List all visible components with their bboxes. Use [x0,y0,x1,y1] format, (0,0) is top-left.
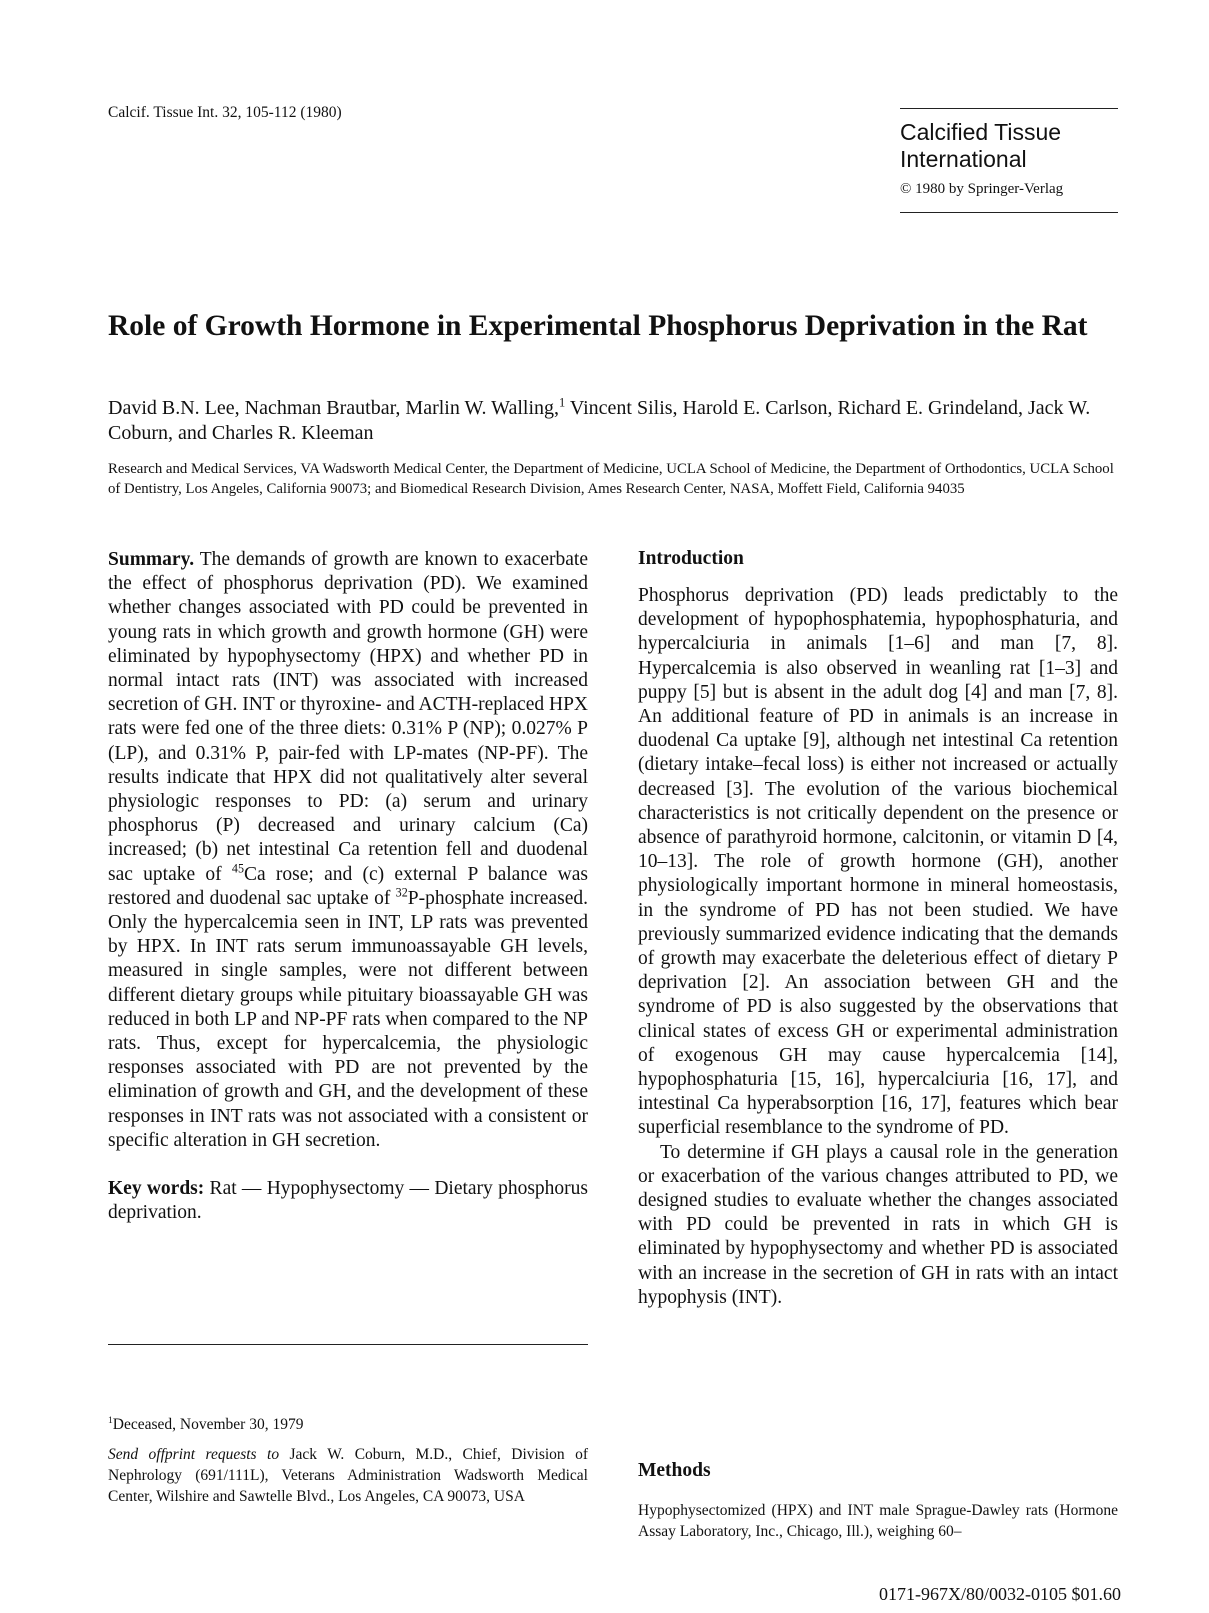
masthead-top-rule [900,108,1118,109]
copyright-notice: © 1980 by Springer-Verlag [900,181,1064,197]
summary-text-3: P-phosphate increased. Only the hypercalcemia seen in INT, LP rats was prevented by HPX. In INT rats serum immunoassayable GH levels, measured in single samples, were not different between different dietary groups while pituitary bioassayable GH was reduced in both LP and NP-PF rats when compared to the NP rats. Thus, except for hypercalcemia, the physiologic responses associated with PD are not prevented by the elimination of growth and GH, and the development of these responses in INT rats was not associated with a consistent or specific alteration in GH secretion. [108,887,589,1151]
introduction-paragraph-2: To determine if GH plays a causal role in the generation or exacerbation of the various changes attributed to PD, we designed studies to evaluate whether the changes associated with PD could be prevented in rats in which GH is eliminated by hypophysectomy and whether PD is associated with an increase in the secretion of GH in rats with an intact hypophysis (INT). [638,1141,1118,1308]
summary-paragraph [108,548,588,1153]
methods-heading: Methods [638,1460,711,1481]
summary-isotope-32: 32 [395,885,408,900]
journal-name-line-1: Calcified Tissue [900,119,1062,145]
affiliation: Research and Medical Services, VA Wadsworth Medical Center, the Department of Medicine, UCLA School of Medicine, the Department of Orthodontics, UCLA School of Dentistry, Los Angeles, California 90073; and Biomedical Research Division, Ames Research Center, NASA, Moffett Field, California 94035 [108,461,1114,497]
footnotes [108,1414,588,1507]
author-footnote-marker: 1 [559,395,566,410]
keywords-label: Key words: [108,1178,205,1200]
left-column [108,548,588,1225]
methods-text: Hypophysectomized (HPX) and INT male Sprague-Dawley rats (Hormone Assay Laboratory, Inc., Chicago, Ill.), weighing 60– [638,1502,1118,1540]
price-code: 0171-967X/80/0032-0105 $01.60 [879,1584,1121,1604]
footnote-marker: 1 [108,1414,113,1426]
authors-part-1: David B.N. Lee, Nachman Brautbar, Marlin W. Walling, [108,397,560,419]
keywords-text: Rat — Hypophysectomy — Dietary phosphorus deprivation. [108,1178,588,1224]
keywords-paragraph [108,1177,588,1225]
journal-citation: Calcif. Tissue Int. 32, 105-112 (1980) [108,104,342,121]
authors-part-2: Vincent Silis, Harold E. Carlson, Richard E. Grindeland, Jack W. Coburn, and Charles R. Kleeman [108,397,1091,444]
introduction-heading: Introduction [638,548,744,569]
offprint-label: Send offprint requests to [108,1446,280,1463]
footnote-offprint [108,1444,588,1507]
offprint-text: Jack W. Coburn, M.D., Chief, Division of Nephrology (691/111L), Veterans Administration Wadsworth Medical Center, Wilshire and Sawtelle Blvd., Los Angeles, CA 90073, USA [108,1446,589,1505]
introduction-paragraph-1: Phosphorus deprivation (PD) leads predictably to the development of hypophosphatemia, hypophosphaturia, and hypercalciuria in animals [1–6] and man [7, 8]. Hypercalcemia is also observed in weanling rat [1–3] and puppy [5] but is absent in the adult dog [4] and man [7, 8]. An additional feature of PD in animals is an increase in duodenal Ca uptake [9], although net intestinal Ca retention (dietary intake–fecal loss) is either not increased or actually decreased [3]. The evolution of the various biochemical characteristics is not critically dependent on the presence or absence of parathyroid hormone, calcitonin, or vitamin D [4, 10–13]. The role of growth hormone (GH), another physiologically important hormone in mineral homeostasis, in the syndrome of PD has not been studied. We have previously summarized evidence indicating that the demands of growth may exacerbate the deleterious effect of dietary P deprivation [2]. An association between GH and the syndrome of PD is also suggested by the observations that clinical states of excess GH or experimental administration of exogenous GH may cause hypercalcemia [14], hypophosphaturia [15, 16], hypercalciuria [16, 17], and intestinal Ca hyperabsorption [16, 17], features which bear superficial resemblance to the syndrome of PD. [638,585,1118,1139]
author-list [108,396,1118,446]
summary-label: Summary. [108,549,195,570]
article-title: Role of Growth Hormone in Experimental Phosphorus Deprivation in the Rat [108,310,1088,342]
masthead-bottom-rule [900,212,1118,213]
footnote-deceased-text: Deceased, November 30, 1979 [112,1416,304,1433]
journal-name [900,119,1118,173]
journal-masthead [900,108,1118,213]
footnote-rule [108,1344,588,1345]
summary-text-2: Ca rose; and (c) external P balance was restored and duodenal sac uptake of [108,863,588,909]
journal-name-line-2: International [900,146,1027,172]
summary-text-1: The demands of growth are known to exacerbate the effect of phosphorus deprivation (PD). We examined whether changes associated with PD could be prevented in young rats in which growth and growth hormone (GH) were eliminated by hypophysectomy (HPX) and whether PD in normal intact rats (INT) was associated with increased secretion of GH. INT or thyroxine- and ACTH-replaced HPX rats were fed one of the three diets: 0.31% P (NP); 0.027% P (LP), and 0.31% P, pair-fed with LP-mates (NP-PF). The results indicate that HPX did not qualitatively alter several physiologic responses to PD: (a) serum and urinary phosphorus (P) decreased and urinary calcium (Ca) increased; (b) net intestinal Ca retention fell and duodenal sac uptake of [108,549,588,885]
summary-isotope-45: 45 [231,861,244,876]
right-column [638,548,1118,1310]
footnote-deceased [108,1414,588,1435]
